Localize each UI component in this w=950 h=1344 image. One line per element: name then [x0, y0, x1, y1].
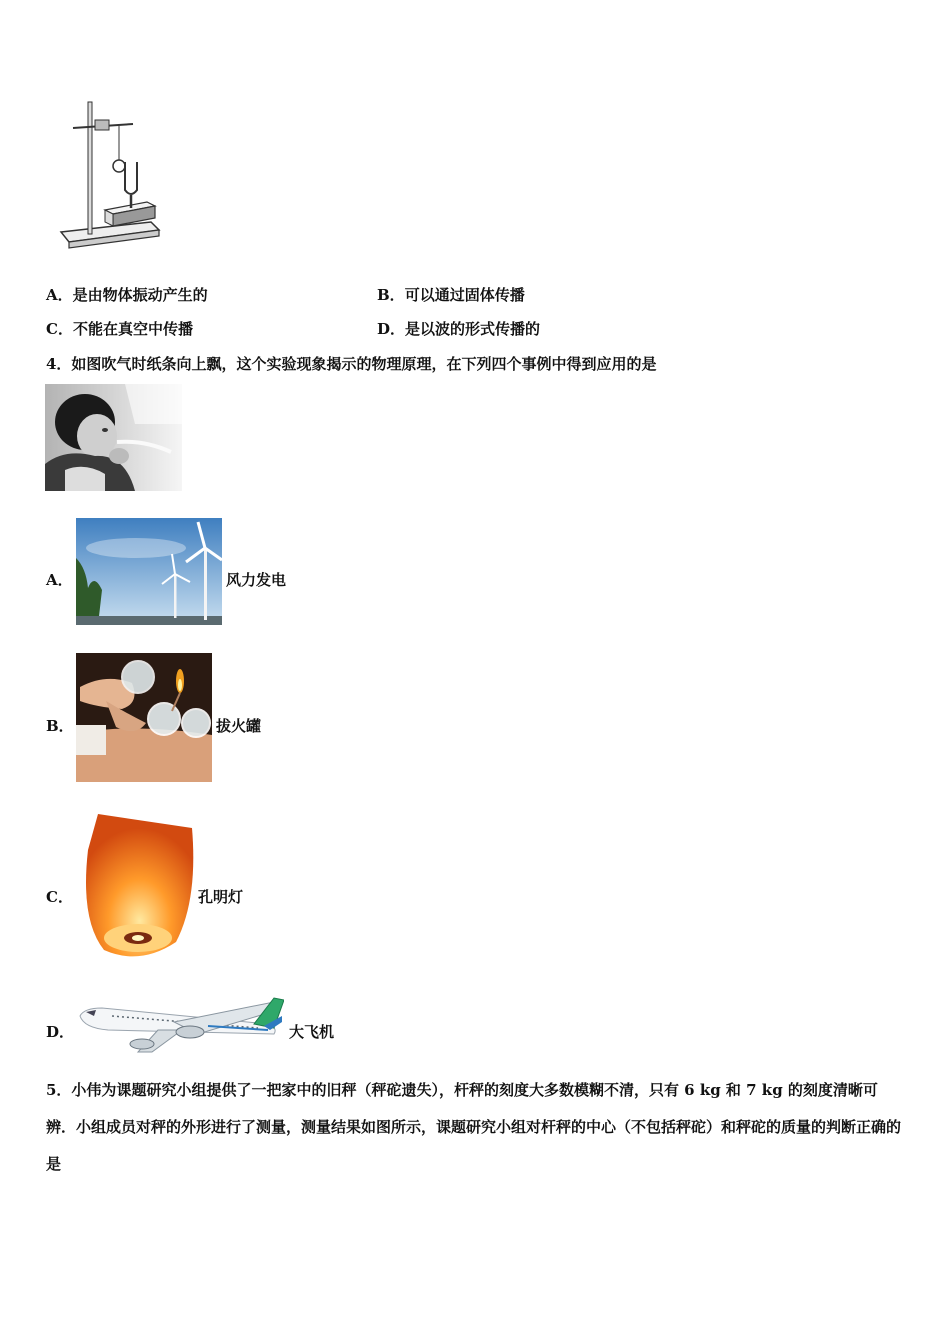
q4-option-a-letter: A．: [46, 571, 73, 589]
q4-option-c-letter: C．: [46, 888, 73, 906]
q3-option-c: C．不能在真空中传播: [46, 320, 193, 338]
q3-option-d: D．是以波的形式传播的: [377, 320, 541, 338]
q4-option-b-text: 拔火罐: [216, 717, 262, 735]
cupping-therapy-photo: [76, 653, 212, 782]
q4-stem: 4．如图吹气时纸条向上飘，这个实验现象揭示的物理原理，在下列四个事例中得到应用的是: [46, 355, 657, 373]
q4-option-a-text: 风力发电: [226, 571, 287, 589]
q3-option-b: B．可以通过固体传播: [377, 286, 525, 304]
q4-option-d-letter: D．: [46, 1023, 75, 1041]
q4-option-b-letter: B．: [46, 717, 74, 735]
airliner-photo: [78, 996, 284, 1058]
tuning-fork-apparatus-figure: [55, 98, 165, 250]
wind-turbine-photo: [76, 518, 222, 625]
q3-option-a: A．是由物体振动产生的: [46, 286, 208, 304]
sky-lantern-photo: [80, 810, 196, 962]
q5-stem: 5．小伟为课题研究小组提供了一把家中的旧秤（秤砣遗失），杆秤的刻度大多数模糊不清，只有 6 kg 和 7 kg 的刻度清晰可辨．小组成员对秤的外形进行了测量，测量结果如图所示，课题研究小组对杆秤的中心（不包括秤砣）和秤砣的质量的判断正确的是: [46, 1081, 902, 1173]
child-blowing-paper-photo: [45, 384, 182, 491]
q4-option-c-text: 孔明灯: [198, 888, 244, 906]
q4-option-d-text: 大飞机: [289, 1023, 335, 1041]
